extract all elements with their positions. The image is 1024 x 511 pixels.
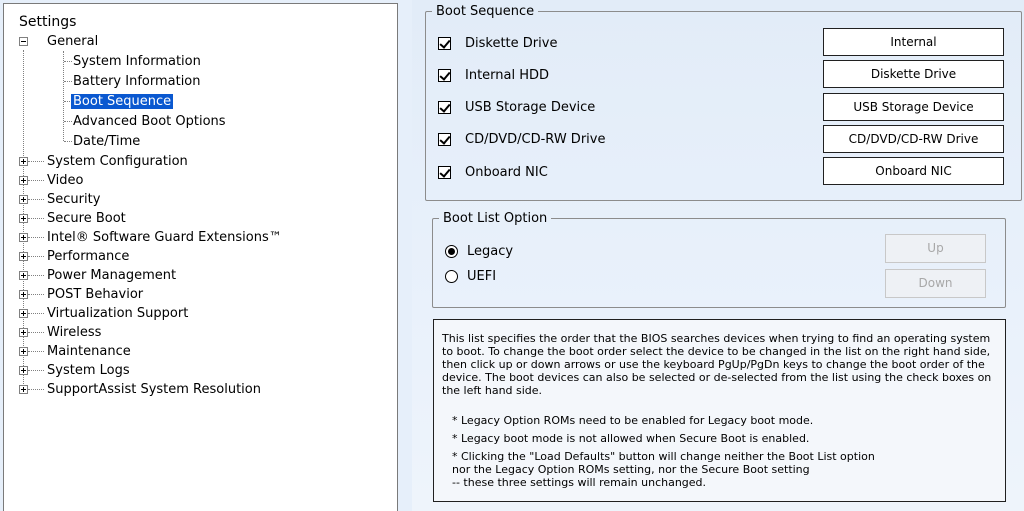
expand-icon[interactable]	[19, 385, 28, 394]
tree-item-label: System Configuration	[47, 154, 188, 169]
tree-connector	[28, 389, 44, 390]
tree-connector	[28, 313, 44, 314]
expand-icon[interactable]	[19, 157, 28, 166]
down-button[interactable]: Down	[885, 269, 986, 298]
tree-item-virtualization-support[interactable]	[45, 304, 190, 323]
expand-icon[interactable]	[19, 347, 28, 356]
expand-icon[interactable]	[19, 290, 28, 299]
tree-item-label: Performance	[47, 249, 130, 264]
help-note: * Legacy Option ROMs need to be enabled for Legacy boot mode.	[452, 414, 814, 427]
tree-item-label: Maintenance	[47, 344, 131, 359]
device-usb-storage[interactable]	[438, 98, 595, 116]
tree-item-wireless[interactable]	[45, 323, 103, 342]
device-label: Internal HDD	[465, 67, 550, 83]
device-internal-hdd[interactable]	[438, 66, 549, 84]
help-paragraph: This list specifies the order that the BIOS searches devices when trying to find an operating system to boot. To change the boot order select the device to be changed in the list on the right hand side, then click up or down arrows or use the keyboard PgUp/PgDn keys to change the boot order of the device. The boot devices can also be selected or de-selected from the list using the check boxes on the left hand side.	[442, 332, 992, 397]
boot-order-item[interactable]: USB Storage Device	[823, 93, 1004, 121]
help-note: * Clicking the "Load Defaults" button will change neither the Boot List option nor the Legacy Option ROMs setting, nor the Secure Boot setting -- these three settings will remain unchanged.	[452, 450, 875, 489]
tree-item-date-time[interactable]	[71, 132, 142, 151]
tree-item-performance[interactable]	[45, 247, 131, 266]
device-label: CD/DVD/CD-RW Drive	[465, 131, 606, 147]
tree-item-intel-sgx[interactable]	[45, 228, 284, 247]
checkbox[interactable]	[438, 101, 451, 114]
radio-button[interactable]	[445, 245, 458, 258]
tree-item-battery-information[interactable]	[71, 72, 203, 91]
checkbox[interactable]	[438, 69, 451, 82]
boot-order-item[interactable]: CD/DVD/CD-RW Drive	[823, 125, 1004, 153]
tree-item-label: Boot Sequence	[73, 94, 172, 109]
expand-icon[interactable]	[19, 176, 28, 185]
tree-item-system-information[interactable]	[71, 52, 203, 71]
boot-list-option-legend: Boot List Option	[443, 211, 548, 226]
tree-connector	[28, 351, 44, 352]
radio-button[interactable]	[445, 270, 458, 283]
tree-item-power-management[interactable]	[45, 266, 178, 285]
boot-sequence-legend: Boot Sequence	[436, 4, 535, 19]
device-label: Diskette Drive	[465, 35, 558, 51]
tree-connector	[28, 332, 44, 333]
expand-icon[interactable]	[19, 195, 28, 204]
tree-item-label: POST Behavior	[47, 287, 144, 302]
settings-tree	[3, 3, 398, 511]
tree-item-label: Video	[47, 173, 84, 188]
device-cd-dvd[interactable]	[438, 130, 605, 148]
tree-item-system-logs[interactable]	[45, 361, 132, 380]
device-onboard-nic[interactable]	[438, 163, 548, 181]
device-label: USB Storage Device	[465, 99, 596, 115]
checkbox[interactable]	[438, 133, 451, 146]
tree-connector	[28, 256, 44, 257]
tree-item-label: Intel® Software Guard Extensions™	[47, 230, 282, 245]
tree-item-boot-sequence[interactable]	[71, 92, 173, 111]
collapse-icon[interactable]	[19, 37, 28, 46]
expand-icon[interactable]	[19, 328, 28, 337]
radio-legacy[interactable]	[445, 242, 513, 260]
tree-connector	[28, 370, 44, 371]
tree-connector	[28, 275, 44, 276]
tree-connector	[28, 199, 44, 200]
expand-icon[interactable]	[19, 214, 28, 223]
tree-title: Settings	[19, 14, 77, 30]
radio-uefi[interactable]	[445, 267, 496, 285]
tree-item-system-configuration[interactable]	[45, 152, 190, 171]
checkbox[interactable]	[438, 37, 451, 50]
expand-icon[interactable]	[19, 252, 28, 261]
tree-item-label: System Information	[73, 54, 201, 69]
tree-item-label: Wireless	[47, 325, 102, 340]
tree-item-general[interactable]	[45, 32, 100, 51]
tree-item-supportassist[interactable]	[45, 380, 263, 399]
tree-item-label: SupportAssist System Resolution	[47, 382, 261, 397]
checkbox[interactable]	[438, 166, 451, 179]
expand-icon[interactable]	[19, 309, 28, 318]
tree-item-label: Power Management	[47, 268, 177, 283]
tree-item-secure-boot[interactable]	[45, 209, 128, 228]
tree-item-label: Battery Information	[73, 74, 201, 89]
tree-item-video[interactable]	[45, 171, 85, 190]
tree-item-label: System Logs	[47, 363, 130, 378]
expand-icon[interactable]	[19, 366, 28, 375]
up-button[interactable]: Up	[885, 234, 986, 263]
tree-connector	[28, 180, 44, 181]
tree-item-advanced-boot-options[interactable]	[71, 112, 228, 131]
tree-item-label: Virtualization Support	[47, 306, 189, 321]
boot-order-item[interactable]: Diskette Drive	[823, 60, 1004, 88]
tree-item-post-behavior[interactable]	[45, 285, 145, 304]
boot-order-item[interactable]: Internal	[823, 28, 1004, 56]
tree-item-label: Security	[47, 192, 101, 207]
tree-connector	[28, 294, 44, 295]
help-text-box	[433, 319, 1006, 502]
tree-item-label: Advanced Boot Options	[73, 114, 226, 129]
tree-connector	[63, 51, 64, 141]
tree-item-label: General	[47, 34, 99, 49]
device-label: Onboard NIC	[465, 164, 548, 180]
expand-icon[interactable]	[19, 271, 28, 280]
tree-connector	[28, 161, 44, 162]
expand-icon[interactable]	[19, 233, 28, 242]
tree-item-maintenance[interactable]	[45, 342, 133, 361]
tree-item-security[interactable]	[45, 190, 102, 209]
tree-connector	[28, 218, 44, 219]
boot-order-item[interactable]: Onboard NIC	[823, 157, 1004, 185]
help-note: * Legacy boot mode is not allowed when Secure Boot is enabled.	[452, 432, 810, 445]
device-diskette-drive[interactable]	[438, 34, 557, 52]
tree-connector	[28, 237, 44, 238]
tree-item-label: Date/Time	[73, 134, 141, 149]
radio-label: Legacy	[467, 243, 514, 259]
radio-label: UEFI	[467, 268, 497, 284]
tree-item-label: Secure Boot	[47, 211, 126, 226]
